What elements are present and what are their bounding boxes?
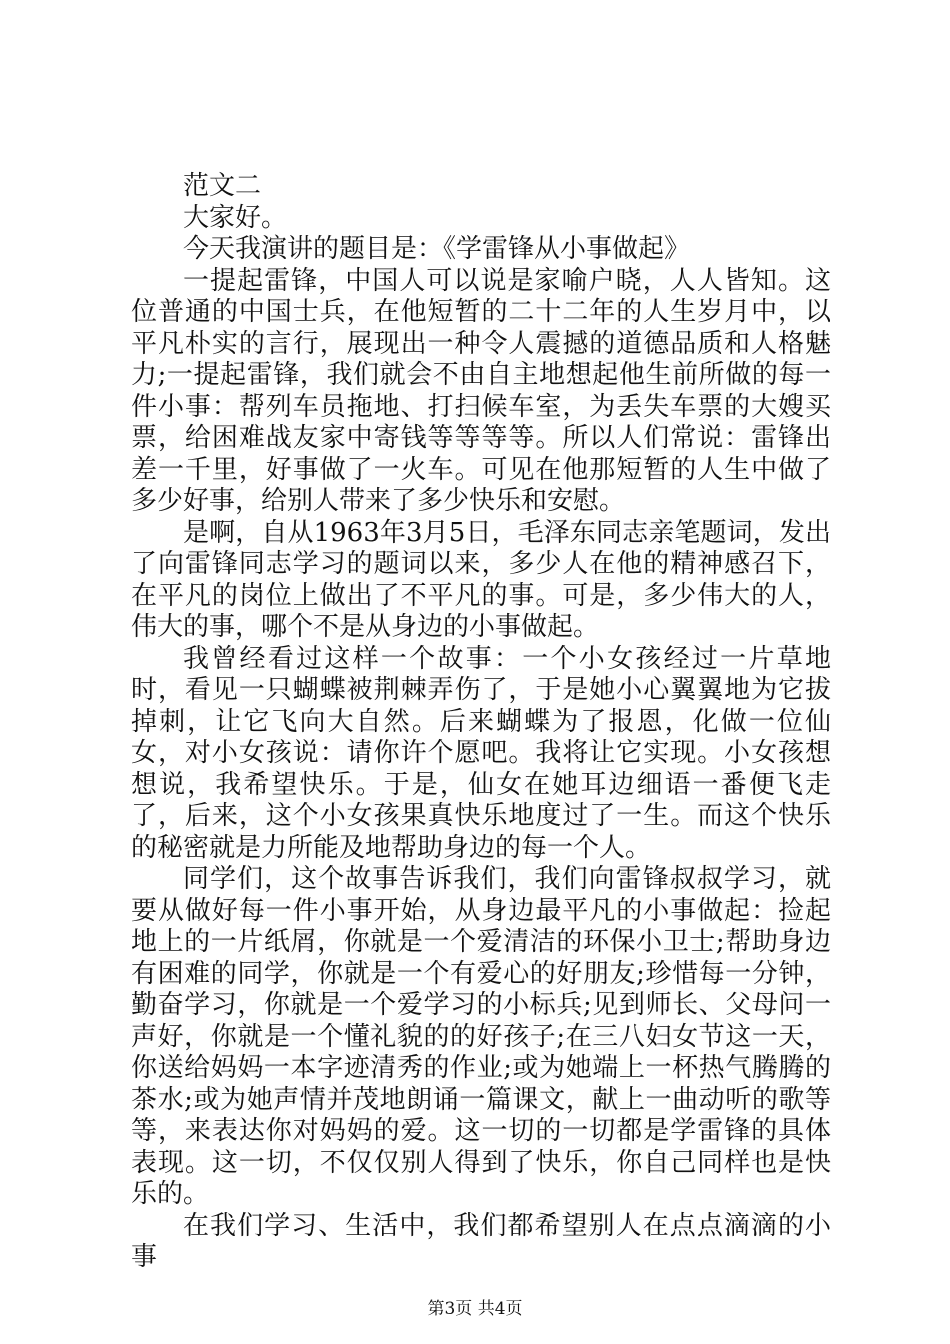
- section-heading: 范文二: [183, 171, 262, 201]
- paragraph: 在我们学习、生活中，我们都希望别人在点点滴滴的小事: [131, 1210, 831, 1272]
- page-number: 第3页 共4页: [427, 1299, 523, 1319]
- document-body: [131, 171, 831, 1274]
- paragraph: 同学们，这个故事告诉我们，我们向雷锋叔叔学习，就要从做好每一件小事开始，从身边最平凡的小事做起：捡起地上的一片纸屑，你就是一个爱清洁的环保小卫士;帮助身边有困难的同学，你就是一个有爱心的好朋友;珍惜每一分钟，勤奋学习，你就是一个爱学习的小标兵;见到师长、父母问一声好，你就是一个懂礼貌的的好孩子;在三八妇女节这一天，你送给妈妈一本字迹清秀的作业;或为她端上一杯热气腾腾的茶水;或为她声情并茂地朗诵一篇课文，献上一曲动听的歌等等，来表达你对妈妈的爱。这一切的一切都是学雷锋的具体表现。这一切，不仅仅别人得到了快乐，你自己同样也是快乐的。: [131, 864, 831, 1209]
- paragraph: 一提起雷锋，中国人可以说是家喻户晓，人人皆知。这位普通的中国士兵，在他短暂的二十二年的人生岁月中，以平凡朴实的言行，展现出一种令人震撼的道德品质和人格魅力;一提起雷锋，我们就会不由自主地想起他生前所做的每一件小事：帮列车员拖地、打扫候车室，为丢失车票的大嫂买票，给困难战友家中寄钱等等等等。所以人们常说：雷锋出差一千里，好事做了一火车。可见在他那短暂的人生中做了多少好事，给别人带来了多少快乐和安慰。: [131, 265, 831, 516]
- paragraph: 我曾经看过这样一个故事：一个小女孩经过一片草地时，看见一只蝴蝶被荆棘弄伤了，于是她小心翼翼地为它拔掉刺，让它飞向大自然。后来蝴蝶为了报恩，化做一位仙女，对小女孩说：请你许个愿吧。我将让它实现。小女孩想想说，我希望快乐。于是，仙女在她耳边细语一番便飞走了，后来，这个小女孩果真快乐地度过了一生。而这个快乐的秘密就是力所能及地帮助身边的每一个人。: [131, 643, 831, 863]
- greeting-line: 大家好。: [183, 202, 288, 233]
- paragraph: 是啊，自从1963年3月5日，毛泽东同志亲笔题词，发出了向雷锋同志学习的题词以来，多少人在他的精神感召下，在平凡的岗位上做出了不平凡的事。可是，多少伟大的人，伟大的事，哪个不是从身边的小事做起。: [131, 517, 831, 642]
- speech-topic: 今天我演讲的题目是：《学雷锋从小事做起》: [183, 234, 691, 264]
